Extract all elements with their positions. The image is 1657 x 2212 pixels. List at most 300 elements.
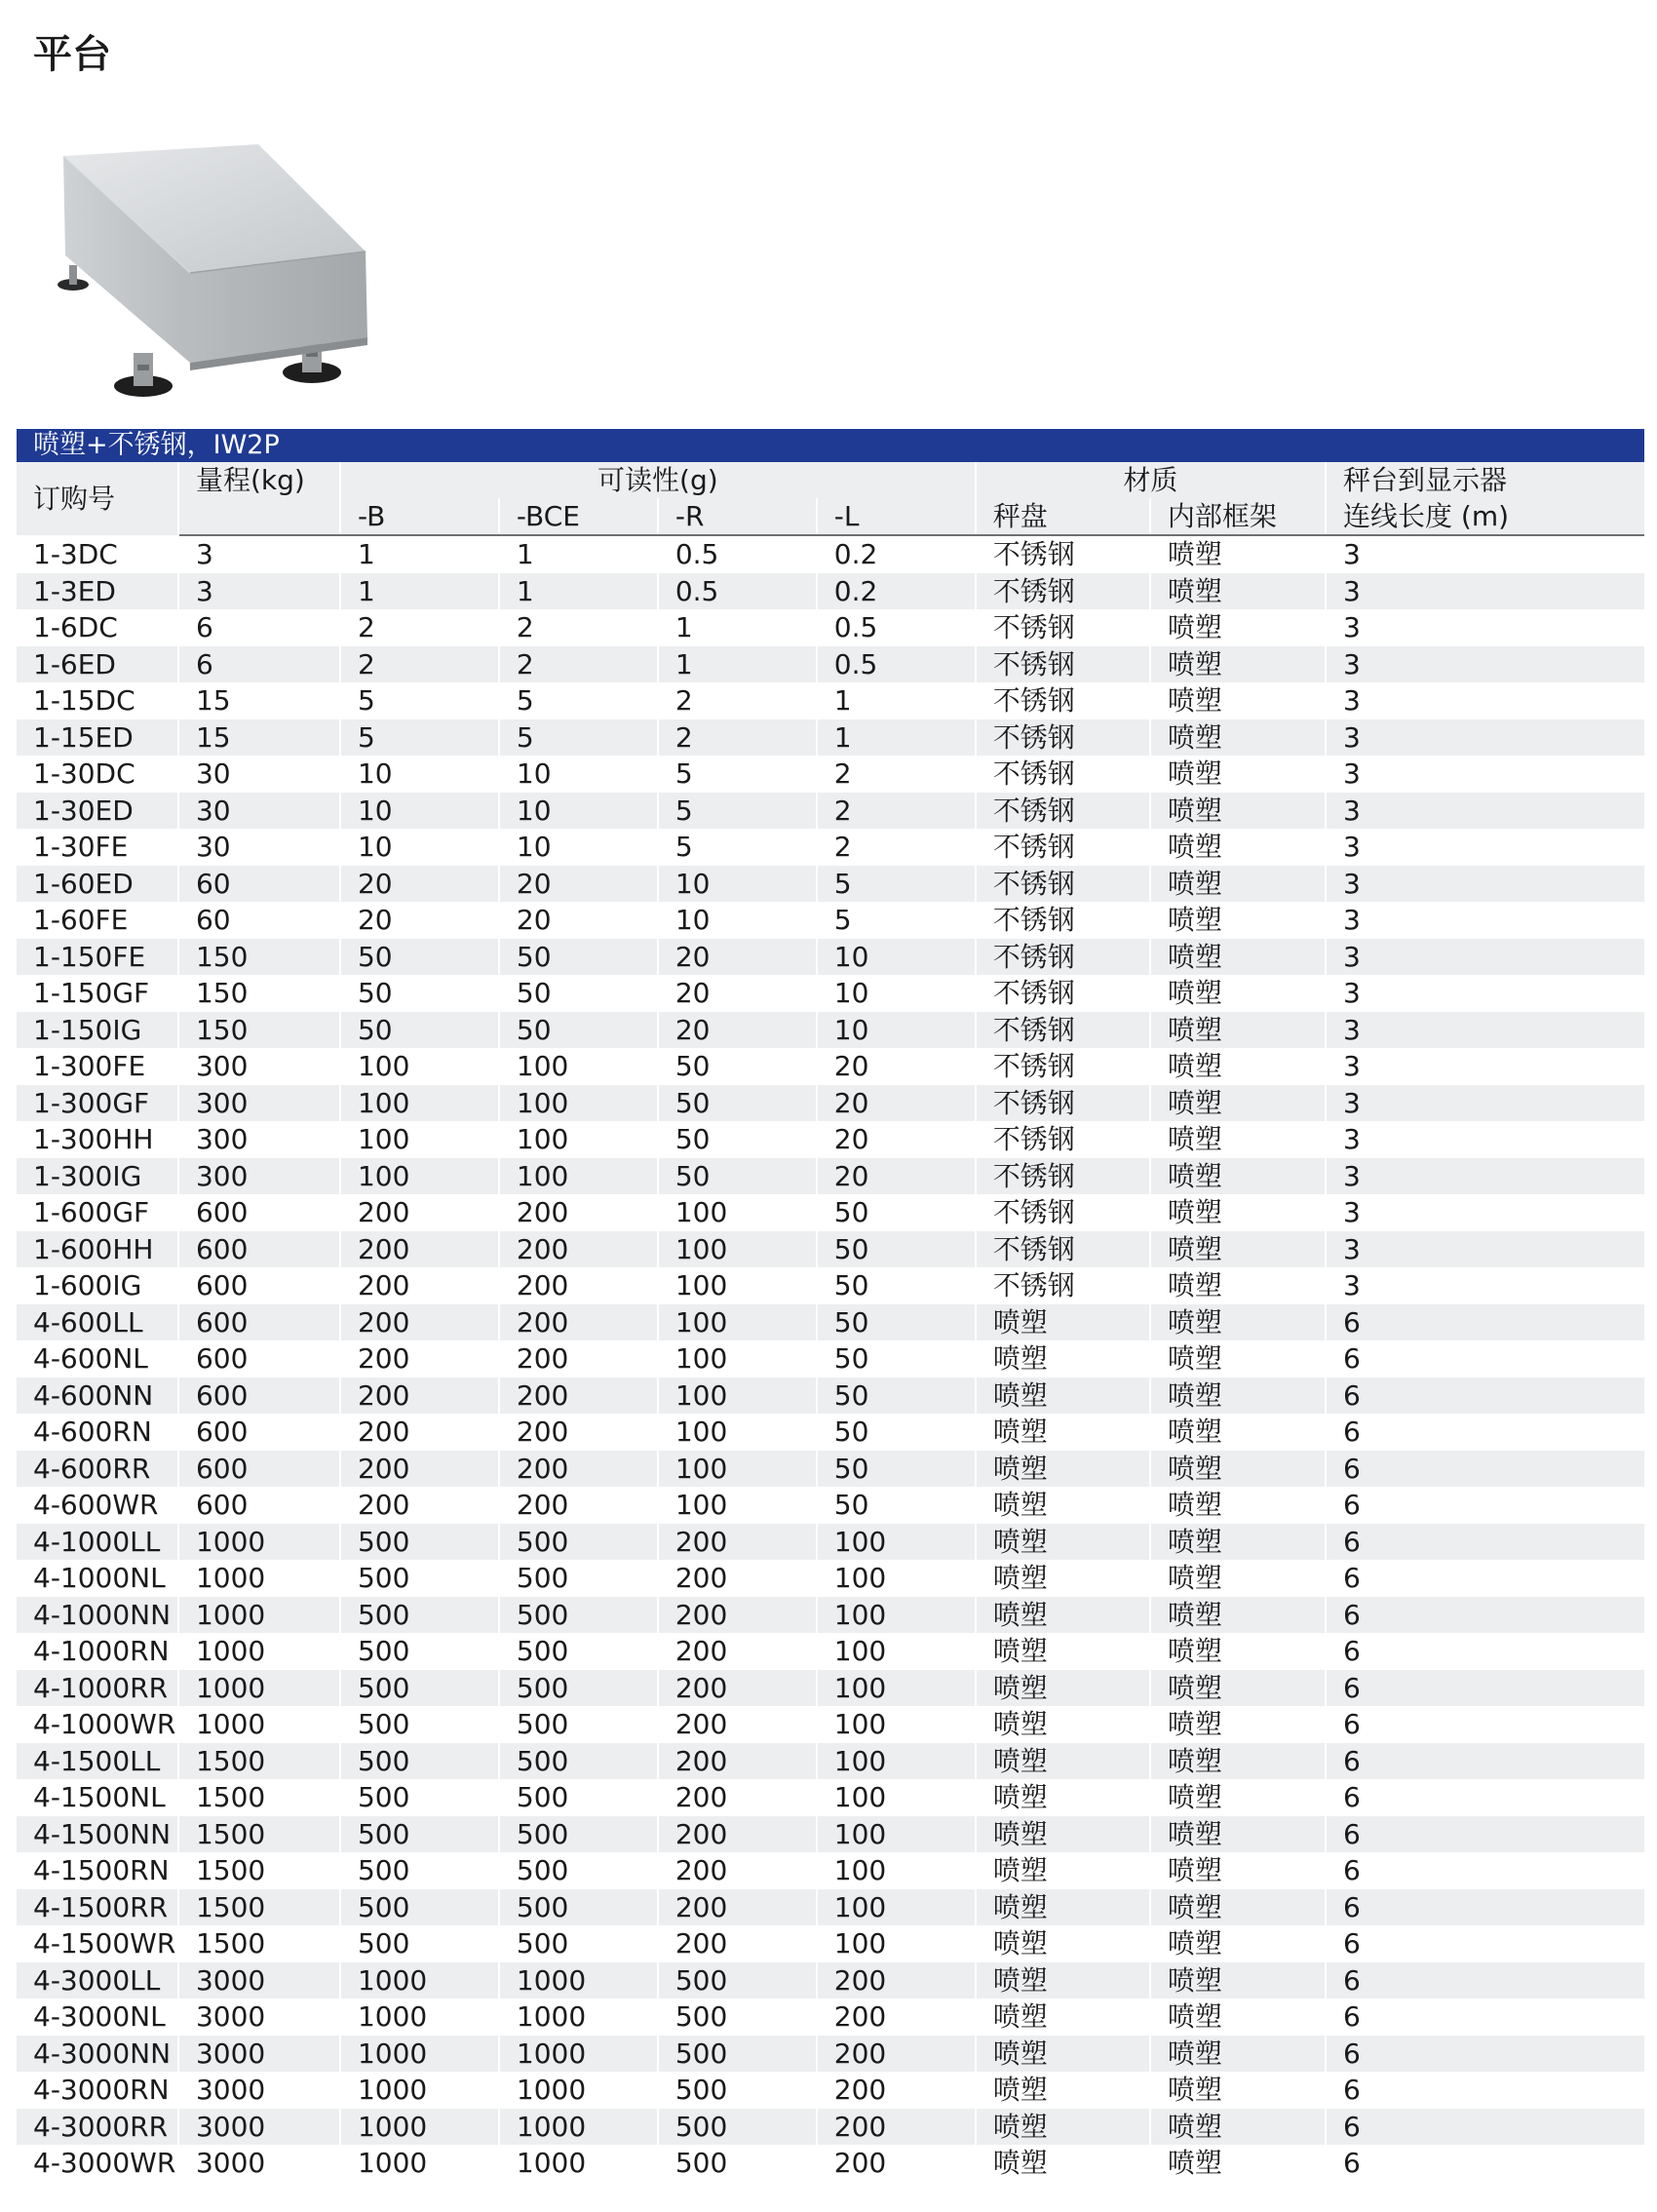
cell-pan-material: 喷塑: [976, 2036, 1150, 2073]
table-title: 喷塑+不锈钢，IW2P: [17, 429, 1644, 462]
cell-pan-material: 喷塑: [976, 2145, 1150, 2182]
cell-capacity: 600: [178, 1231, 340, 1268]
cell-read-b: 5: [340, 682, 499, 719]
cell-capacity: 3000: [178, 1999, 340, 2036]
cell-read-b: 500: [340, 1597, 499, 1634]
cell-read-r: 100: [658, 1451, 817, 1488]
cell-read-bce: 10: [499, 756, 658, 793]
cell-capacity: 300: [178, 1158, 340, 1195]
cell-cable-length: 3: [1343, 1269, 1361, 1301]
cell-read-r: 500: [658, 1962, 817, 1999]
cell-frame-material: 喷塑: [1150, 646, 1326, 683]
cell-cable-length: 6: [1326, 2109, 1644, 2146]
cell-order-no: 1-600HH: [17, 1231, 178, 1268]
cell-read-b: 1: [340, 535, 499, 573]
cell-pan-material: 喷塑: [976, 2072, 1150, 2109]
cell-read-l: 50: [817, 1340, 976, 1378]
cell-read-bce: 20: [499, 866, 658, 903]
cell-read-l: 50: [817, 1378, 976, 1415]
cell-cable-length: 6: [1343, 2147, 1361, 2179]
cell-read-r: 2: [658, 682, 817, 719]
cell-pan-material: 喷塑: [976, 2109, 1150, 2146]
cell-frame-material: 喷塑: [1150, 939, 1326, 976]
cell-read-b: 50: [340, 1012, 499, 1049]
cell-capacity: 600: [178, 1304, 340, 1341]
cell-pan-material: 喷塑: [976, 1816, 1150, 1853]
cell-read-b: 500: [340, 1633, 499, 1670]
cell-read-bce: 1000: [499, 2109, 658, 2146]
cell-read-b: 500: [340, 1852, 499, 1889]
cell-frame-material: 喷塑: [1150, 1304, 1326, 1341]
cell-pan-material: 喷塑: [976, 1304, 1150, 1341]
cell-pan-material: 不锈钢: [976, 829, 1150, 866]
cell-read-l: 200: [817, 1999, 976, 2036]
cell-read-l: 100: [817, 1560, 976, 1597]
header-capacity-blank: [178, 498, 340, 535]
cell-read-b: 5: [340, 719, 499, 757]
cell-capacity: 600: [178, 1451, 340, 1488]
header-material: 材质: [976, 462, 1326, 498]
table-row: [17, 1706, 1644, 1743]
cell-read-b: 20: [340, 866, 499, 903]
page-title: 平台: [33, 32, 111, 77]
cell-read-l: 200: [817, 2109, 976, 2146]
cell-order-no: 4-1000RR: [17, 1670, 178, 1707]
cell-read-b: 200: [340, 1451, 499, 1488]
cell-order-no: 4-1000NN: [17, 1597, 178, 1634]
cell-read-r: 500: [658, 2145, 817, 2182]
cell-read-bce: 500: [499, 1925, 658, 1962]
table-row: [17, 609, 1644, 646]
cell-read-b: 500: [340, 1670, 499, 1707]
cell-frame-material: 喷塑: [1150, 1231, 1326, 1268]
cell-cable-length: 3: [1326, 1158, 1644, 1195]
cell-frame-material: 喷塑: [1150, 2109, 1326, 2146]
cell-cable-length: 3: [1326, 1085, 1644, 1122]
cell-read-l: 10: [817, 1012, 976, 1049]
cell-capacity: 15: [178, 682, 340, 719]
cell-pan-material: 喷塑: [976, 1962, 1150, 1999]
cell-order-no: 4-1500RR: [17, 1889, 178, 1926]
cell-read-l: 100: [817, 1524, 976, 1561]
cell-read-l: 20: [817, 1085, 976, 1122]
cell-order-no: 4-1500NN: [17, 1816, 178, 1853]
cell-read-l: 10: [817, 975, 976, 1012]
cell-pan-material: 喷塑: [976, 1633, 1150, 1670]
cell-capacity: 6: [178, 609, 340, 646]
cell-read-r: 500: [658, 2109, 817, 2146]
cell-cable-length: 6: [1343, 1927, 1361, 1960]
cell-read-r: 1: [658, 646, 817, 683]
cell-frame-material: 喷塑: [1150, 719, 1326, 757]
cell-frame-material: 喷塑: [1150, 1451, 1326, 1488]
cell-capacity: 30: [178, 829, 340, 866]
cell-read-l: 50: [817, 1451, 976, 1488]
cell-read-b: 2: [340, 646, 499, 683]
cell-read-bce: 500: [499, 1816, 658, 1853]
cell-read-l: 100: [817, 1852, 976, 1889]
cell-cable-length: 6: [1343, 1342, 1361, 1375]
cell-read-l: 100: [817, 1633, 976, 1670]
cell-read-r: 5: [658, 756, 817, 793]
cell-read-r: 50: [658, 1085, 817, 1122]
cell-capacity: 60: [178, 902, 340, 939]
cell-capacity: 30: [178, 756, 340, 793]
cell-read-bce: 2: [499, 609, 658, 646]
subheader-bce: -BCE: [499, 498, 658, 535]
cell-capacity: 15: [178, 719, 340, 757]
cell-read-b: 200: [340, 1304, 499, 1341]
cell-frame-material: 喷塑: [1150, 1670, 1326, 1707]
cell-read-bce: 500: [499, 1633, 658, 1670]
cell-frame-material: 喷塑: [1150, 1852, 1326, 1889]
cell-read-b: 10: [340, 829, 499, 866]
cell-read-l: 20: [817, 1121, 976, 1158]
cell-frame-material: 喷塑: [1150, 2145, 1326, 2182]
cell-read-b: 10: [340, 756, 499, 793]
subheader-l: -L: [817, 498, 976, 535]
cell-read-b: 500: [340, 1816, 499, 1853]
table-row: [17, 1231, 1644, 1268]
cell-frame-material: 喷塑: [1150, 902, 1326, 939]
cell-cable-length: 3: [1326, 719, 1644, 757]
cell-read-bce: 1000: [499, 2072, 658, 2109]
cell-order-no: 1-15ED: [17, 719, 178, 757]
cell-capacity: 3: [178, 535, 340, 573]
cell-capacity: 3: [178, 573, 340, 610]
cell-read-l: 2: [817, 793, 976, 830]
cell-cable-length: 3: [1326, 573, 1644, 610]
table-body: [17, 535, 1644, 2182]
cell-pan-material: 不锈钢: [976, 609, 1150, 646]
cell-read-r: 100: [658, 1267, 817, 1304]
cell-order-no: 4-600RR: [17, 1451, 178, 1488]
cell-read-r: 200: [658, 1852, 817, 1889]
cell-order-no: 1-150FE: [17, 939, 178, 976]
cell-read-l: 20: [817, 1158, 976, 1195]
cell-read-b: 1000: [340, 2109, 499, 2146]
cell-cable-length: 3: [1326, 866, 1644, 903]
cell-read-l: 2: [817, 756, 976, 793]
cell-read-l: 100: [817, 1670, 976, 1707]
cell-order-no: 4-3000LL: [17, 1962, 178, 1999]
cell-read-l: 10: [817, 939, 976, 976]
cell-read-b: 50: [340, 975, 499, 1012]
cell-order-no: 4-600NL: [17, 1340, 178, 1378]
cell-read-bce: 50: [499, 939, 658, 976]
cell-read-bce: 500: [499, 1560, 658, 1597]
cell-read-r: 1: [658, 609, 817, 646]
subheader-r: -R: [658, 498, 817, 535]
cell-pan-material: 喷塑: [976, 1852, 1150, 1889]
cell-frame-material: 喷塑: [1150, 1524, 1326, 1561]
cell-frame-material: 喷塑: [1150, 1194, 1326, 1231]
cell-pan-material: 喷塑: [976, 1340, 1150, 1378]
cell-read-b: 1000: [340, 1962, 499, 1999]
cell-frame-material: 喷塑: [1150, 1158, 1326, 1195]
cell-order-no: 4-3000RR: [17, 2109, 178, 2146]
cell-order-no: 1-3ED: [17, 573, 178, 610]
cell-read-r: 5: [658, 793, 817, 830]
cell-read-bce: 20: [499, 902, 658, 939]
cell-cable-length: 6: [1326, 1597, 1644, 1634]
cell-read-l: 200: [817, 2072, 976, 2109]
cell-order-no: 4-1000LL: [17, 1524, 178, 1561]
cell-frame-material: 喷塑: [1150, 1340, 1326, 1378]
table-row: [17, 1012, 1644, 1049]
cell-capacity: 1000: [178, 1633, 340, 1670]
cell-frame-material: 喷塑: [1150, 1816, 1326, 1853]
cell-pan-material: 喷塑: [976, 1743, 1150, 1780]
table-row: [17, 1304, 1644, 1341]
cell-read-l: 100: [817, 1816, 976, 1853]
cell-order-no: 1-300IG: [17, 1158, 178, 1195]
cell-read-r: 100: [658, 1304, 817, 1341]
cell-read-bce: 500: [499, 1743, 658, 1780]
cell-pan-material: 喷塑: [976, 1779, 1150, 1816]
table-row: [17, 1414, 1644, 1451]
table-row: [17, 535, 1644, 573]
cell-pan-material: 喷塑: [976, 1889, 1150, 1926]
cell-read-b: 1000: [340, 1999, 499, 2036]
cell-read-r: 100: [658, 1340, 817, 1378]
cell-read-b: 2: [340, 609, 499, 646]
cell-capacity: 1500: [178, 1743, 340, 1780]
cell-order-no: 1-60FE: [17, 902, 178, 939]
cell-read-b: 500: [340, 1925, 499, 1962]
cell-capacity: 300: [178, 1085, 340, 1122]
cell-read-b: 1000: [340, 2072, 499, 2109]
table-row: [17, 866, 1644, 903]
cell-capacity: 1500: [178, 1889, 340, 1926]
cell-cable-length: 3: [1326, 793, 1644, 830]
cell-capacity: 150: [178, 939, 340, 976]
cell-pan-material: 不锈钢: [976, 1085, 1150, 1122]
cell-read-bce: 200: [499, 1304, 658, 1341]
table-row: [17, 1451, 1644, 1488]
cell-order-no: 1-6ED: [17, 646, 178, 683]
cell-capacity: 300: [178, 1121, 340, 1158]
cell-pan-material: 不锈钢: [976, 975, 1150, 1012]
cell-pan-material: 喷塑: [976, 1378, 1150, 1415]
cell-capacity: 1000: [178, 1670, 340, 1707]
cell-capacity: 600: [178, 1194, 340, 1231]
cell-order-no: 1-30DC: [17, 756, 178, 793]
table-row: [17, 975, 1644, 1012]
header-order-no: 订购号: [17, 462, 178, 535]
cell-frame-material: 喷塑: [1150, 1414, 1326, 1451]
cell-read-l: 1: [817, 682, 976, 719]
cell-frame-material: 喷塑: [1150, 1487, 1326, 1524]
cell-order-no: 1-6DC: [17, 609, 178, 646]
cell-frame-material: 喷塑: [1150, 682, 1326, 719]
cell-read-l: 20: [817, 1048, 976, 1085]
cell-pan-material: 喷塑: [976, 1414, 1150, 1451]
table-row: [17, 1852, 1644, 1889]
table-row: [17, 2036, 1644, 2073]
cell-frame-material: 喷塑: [1150, 1779, 1326, 1816]
cell-cable-length: 6: [1326, 1743, 1644, 1780]
cell-frame-material: 喷塑: [1150, 1925, 1326, 1962]
cell-cable-length: 3: [1343, 977, 1361, 1009]
subheader-frame: 内部框架: [1150, 498, 1326, 535]
cell-order-no: 1-60ED: [17, 866, 178, 903]
cell-pan-material: 喷塑: [976, 1999, 1150, 2036]
table-row: [17, 1889, 1644, 1926]
table-row: [17, 939, 1644, 976]
cell-read-l: 50: [817, 1194, 976, 1231]
cell-order-no: 4-600RN: [17, 1414, 178, 1451]
cell-read-l: 100: [817, 1889, 976, 1926]
cell-read-l: 5: [817, 866, 976, 903]
cell-read-b: 200: [340, 1414, 499, 1451]
cell-read-l: 100: [817, 1706, 976, 1743]
cell-read-b: 200: [340, 1378, 499, 1415]
cell-capacity: 3000: [178, 2109, 340, 2146]
cell-read-r: 100: [658, 1194, 817, 1231]
cell-frame-material: 喷塑: [1150, 1743, 1326, 1780]
cell-frame-material: 喷塑: [1150, 1378, 1326, 1415]
cell-order-no: 4-1000NL: [17, 1560, 178, 1597]
cell-read-r: 200: [658, 1889, 817, 1926]
table-row: [17, 1267, 1644, 1304]
cell-read-b: 100: [340, 1121, 499, 1158]
cell-read-r: 100: [658, 1378, 817, 1415]
cell-order-no: 1-300HH: [17, 1121, 178, 1158]
cell-order-no: 4-600NN: [17, 1378, 178, 1415]
table-row: [17, 1487, 1644, 1524]
cell-frame-material: 喷塑: [1150, 1048, 1326, 1085]
cell-capacity: 3000: [178, 2036, 340, 2073]
cell-read-bce: 10: [499, 829, 658, 866]
cell-frame-material: 喷塑: [1150, 1962, 1326, 1999]
table-row: [17, 719, 1644, 757]
cell-read-bce: 100: [499, 1048, 658, 1085]
cell-read-l: 0.2: [817, 535, 976, 573]
cell-order-no: 4-3000RN: [17, 2072, 178, 2109]
cell-read-b: 500: [340, 1889, 499, 1926]
cell-order-no: 1-600GF: [17, 1194, 178, 1231]
cell-pan-material: 不锈钢: [976, 1048, 1150, 1085]
table-row: [17, 1925, 1644, 1962]
cell-read-bce: 100: [499, 1085, 658, 1122]
cell-order-no: 1-150GF: [17, 975, 178, 1012]
cell-capacity: 600: [178, 1487, 340, 1524]
cell-capacity: 1000: [178, 1560, 340, 1597]
cell-read-r: 200: [658, 1633, 817, 1670]
cell-read-bce: 50: [499, 975, 658, 1012]
cell-order-no: 4-600LL: [17, 1304, 178, 1341]
table-row: [17, 793, 1644, 830]
cell-cable-length: 6: [1326, 1670, 1644, 1707]
cell-read-r: 10: [658, 902, 817, 939]
cell-order-no: 1-30ED: [17, 793, 178, 830]
cell-cable-length: 6: [1343, 1708, 1361, 1740]
cell-read-l: 100: [817, 1925, 976, 1962]
cell-read-r: 20: [658, 975, 817, 1012]
cell-pan-material: 不锈钢: [976, 902, 1150, 939]
cell-frame-material: 喷塑: [1150, 975, 1326, 1012]
cell-capacity: 600: [178, 1378, 340, 1415]
subheader-cable-unit: 连线长度 (m): [1326, 498, 1644, 535]
cell-frame-material: 喷塑: [1150, 1706, 1326, 1743]
table-row: [17, 2145, 1644, 2182]
cell-read-bce: 500: [499, 1524, 658, 1561]
cell-pan-material: 喷塑: [976, 1925, 1150, 1962]
cell-read-r: 500: [658, 2072, 817, 2109]
cell-read-b: 200: [340, 1231, 499, 1268]
cell-capacity: 150: [178, 975, 340, 1012]
cell-capacity: 1500: [178, 1852, 340, 1889]
cell-read-r: 20: [658, 939, 817, 976]
cell-cable-length: 6: [1343, 2074, 1361, 2106]
cell-frame-material: 喷塑: [1150, 1597, 1326, 1634]
cell-read-b: 20: [340, 902, 499, 939]
cell-cable-length: 3: [1326, 939, 1644, 976]
cell-read-bce: 200: [499, 1194, 658, 1231]
table-row: [17, 1779, 1644, 1816]
cell-read-b: 500: [340, 1706, 499, 1743]
cell-pan-material: 不锈钢: [976, 1121, 1150, 1158]
cell-order-no: 4-1500WR: [17, 1925, 178, 1962]
cell-read-bce: 500: [499, 1597, 658, 1634]
cell-read-bce: 1000: [499, 1962, 658, 1999]
cell-read-bce: 200: [499, 1340, 658, 1378]
cell-cable-length: 6: [1326, 1962, 1644, 1999]
table-row: [17, 2072, 1644, 2109]
cell-read-bce: 50: [499, 1012, 658, 1049]
cell-pan-material: 喷塑: [976, 1706, 1150, 1743]
table-row: [17, 829, 1644, 866]
cell-order-no: 4-1000WR: [17, 1706, 178, 1743]
cell-pan-material: 不锈钢: [976, 1267, 1150, 1304]
cell-read-b: 50: [340, 939, 499, 976]
cell-read-bce: 200: [499, 1487, 658, 1524]
table-row: [17, 1816, 1644, 1853]
table-row: [17, 1340, 1644, 1378]
cell-read-l: 0.5: [817, 609, 976, 646]
cell-frame-material: 喷塑: [1150, 2072, 1326, 2109]
header-cable-length: 秤台到显示器: [1326, 462, 1644, 498]
cell-read-r: 5: [658, 829, 817, 866]
cell-capacity: 1000: [178, 1706, 340, 1743]
cell-order-no: 4-3000WR: [17, 2145, 178, 2182]
cell-read-b: 200: [340, 1194, 499, 1231]
cell-read-l: 5: [817, 902, 976, 939]
cell-pan-material: 不锈钢: [976, 646, 1150, 683]
cell-read-bce: 1000: [499, 2036, 658, 2073]
cell-order-no: 4-1500RN: [17, 1852, 178, 1889]
cell-read-r: 50: [658, 1158, 817, 1195]
table-row: [17, 1121, 1644, 1158]
table-row: [17, 1670, 1644, 1707]
product-spec-table: [17, 429, 1644, 2182]
cell-read-r: 200: [658, 1597, 817, 1634]
cell-pan-material: 喷塑: [976, 1560, 1150, 1597]
cell-cable-length: 3: [1326, 646, 1644, 683]
cell-order-no: 1-600IG: [17, 1267, 178, 1304]
cell-capacity: 30: [178, 793, 340, 830]
subheader-b: -B: [340, 498, 499, 535]
cell-read-bce: 1: [499, 573, 658, 610]
cell-read-l: 0.5: [817, 646, 976, 683]
cell-read-bce: 500: [499, 1779, 658, 1816]
cell-cable-length: 3: [1343, 1050, 1361, 1082]
table-row: [17, 2109, 1644, 2146]
cell-pan-material: 不锈钢: [976, 756, 1150, 793]
cell-frame-material: 喷塑: [1150, 793, 1326, 830]
cell-read-bce: 200: [499, 1414, 658, 1451]
